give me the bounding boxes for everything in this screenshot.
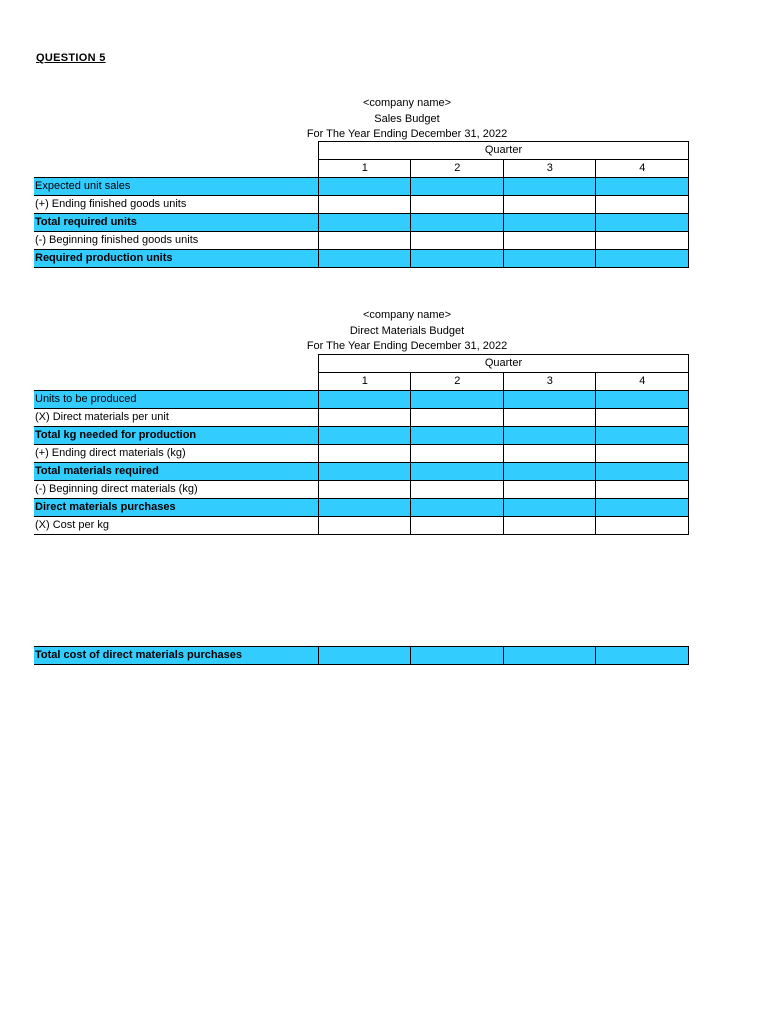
table-cell[interactable]: [318, 647, 411, 665]
table-cell[interactable]: [503, 391, 596, 409]
table-cell[interactable]: [318, 391, 411, 409]
table-cell[interactable]: [411, 463, 504, 481]
materials-company-name: <company name>: [362, 309, 452, 321]
table-cell[interactable]: [596, 250, 689, 268]
table-cell[interactable]: [411, 232, 504, 250]
materials-quarter-2: 2: [411, 373, 504, 391]
table-cell[interactable]: [318, 178, 411, 196]
table-cell[interactable]: [318, 232, 411, 250]
materials-quarter-4: 4: [596, 373, 689, 391]
table-cell[interactable]: [596, 232, 689, 250]
table-cell[interactable]: [596, 427, 689, 445]
table-cell[interactable]: [411, 391, 504, 409]
row-label: Total materials required: [34, 463, 318, 481]
table-cell[interactable]: [596, 463, 689, 481]
table-cell[interactable]: [503, 214, 596, 232]
row-label: (-) Beginning direct materials (kg): [34, 481, 318, 499]
table-row: [34, 647, 688, 665]
sales-quarter-3: 3: [503, 160, 596, 178]
table-cell[interactable]: [596, 647, 689, 665]
table-row: [34, 481, 688, 499]
table-cell[interactable]: [503, 463, 596, 481]
table-cell[interactable]: [318, 427, 411, 445]
table-cell[interactable]: [411, 178, 504, 196]
row-label: (X) Direct materials per unit: [34, 409, 318, 427]
row-label: Total cost of direct materials purchases: [34, 647, 318, 665]
row-label: Direct materials purchases: [34, 499, 318, 517]
table-row: [34, 517, 688, 535]
table-row: [34, 427, 688, 445]
row-label: Units to be produced: [34, 391, 318, 409]
table-cell[interactable]: [596, 214, 689, 232]
sales-quarter-header: Quarter: [318, 142, 688, 160]
materials-budget-heading: [300, 308, 514, 355]
table-cell[interactable]: [411, 196, 504, 214]
table-cell[interactable]: [503, 499, 596, 517]
materials-budget-title: Direct Materials Budget: [349, 324, 465, 337]
row-label: Total kg needed for production: [34, 427, 318, 445]
table-cell[interactable]: [503, 517, 596, 535]
table-cell[interactable]: [503, 250, 596, 268]
sales-company-name: <company name>: [362, 97, 452, 109]
table-row: [34, 214, 688, 232]
table-cell[interactable]: [318, 517, 411, 535]
table-cell[interactable]: [596, 481, 689, 499]
table-cell[interactable]: [503, 409, 596, 427]
sales-budget-table: [34, 141, 689, 268]
table-cell[interactable]: [411, 427, 504, 445]
row-label: (+) Ending finished goods units: [34, 196, 318, 214]
table-cell[interactable]: [503, 196, 596, 214]
row-label: (X) Cost per kg: [34, 517, 318, 535]
question-title: QUESTION 5: [36, 52, 106, 64]
materials-quarter-3: 3: [503, 373, 596, 391]
sales-budget-heading: [300, 96, 514, 143]
table-row: [34, 409, 688, 427]
table-cell[interactable]: [411, 214, 504, 232]
sales-budget-period: For The Year Ending December 31, 2022: [306, 128, 508, 140]
table-cell[interactable]: [411, 647, 504, 665]
table-row: [34, 196, 688, 214]
table-cell[interactable]: [411, 499, 504, 517]
table-row: [34, 445, 688, 463]
table-row: [34, 250, 688, 268]
total-cost-table: [34, 646, 689, 665]
table-cell[interactable]: [596, 409, 689, 427]
table-row: [34, 178, 688, 196]
table-row: [34, 232, 688, 250]
table-cell[interactable]: [318, 250, 411, 268]
table-cell[interactable]: [596, 499, 689, 517]
table-cell[interactable]: [503, 427, 596, 445]
table-cell[interactable]: [503, 445, 596, 463]
table-cell[interactable]: [503, 178, 596, 196]
table-cell[interactable]: [318, 481, 411, 499]
table-cell[interactable]: [411, 481, 504, 499]
table-row: [34, 499, 688, 517]
table-cell[interactable]: [503, 232, 596, 250]
table-cell[interactable]: [596, 178, 689, 196]
table-cell[interactable]: [411, 445, 504, 463]
row-label: Expected unit sales: [34, 178, 318, 196]
table-cell[interactable]: [411, 250, 504, 268]
table-cell[interactable]: [596, 196, 689, 214]
sales-budget-title: Sales Budget: [374, 112, 440, 125]
table-cell[interactable]: [318, 463, 411, 481]
materials-budget-period: For The Year Ending December 31, 2022: [306, 340, 508, 352]
materials-quarter-header: Quarter: [318, 355, 688, 373]
row-label: (-) Beginning finished goods units: [34, 232, 318, 250]
table-cell[interactable]: [411, 517, 504, 535]
table-cell[interactable]: [596, 391, 689, 409]
sales-quarter-4: 4: [596, 160, 689, 178]
materials-budget-table: [34, 354, 689, 535]
table-cell[interactable]: [318, 214, 411, 232]
table-cell[interactable]: [318, 445, 411, 463]
table-cell[interactable]: [411, 409, 504, 427]
row-label: (+) Ending direct materials (kg): [34, 445, 318, 463]
row-label: Total required units: [34, 214, 318, 232]
table-cell[interactable]: [503, 647, 596, 665]
table-cell[interactable]: [596, 445, 689, 463]
table-row: [34, 463, 688, 481]
table-cell[interactable]: [318, 409, 411, 427]
table-cell[interactable]: [596, 517, 689, 535]
sales-quarter-2: 2: [411, 160, 504, 178]
sales-quarter-1: 1: [318, 160, 411, 178]
table-cell[interactable]: [318, 499, 411, 517]
row-label: Required production units: [34, 250, 318, 268]
table-row: [34, 391, 688, 409]
materials-quarter-1: 1: [318, 373, 411, 391]
table-cell[interactable]: [503, 481, 596, 499]
table-cell[interactable]: [318, 196, 411, 214]
